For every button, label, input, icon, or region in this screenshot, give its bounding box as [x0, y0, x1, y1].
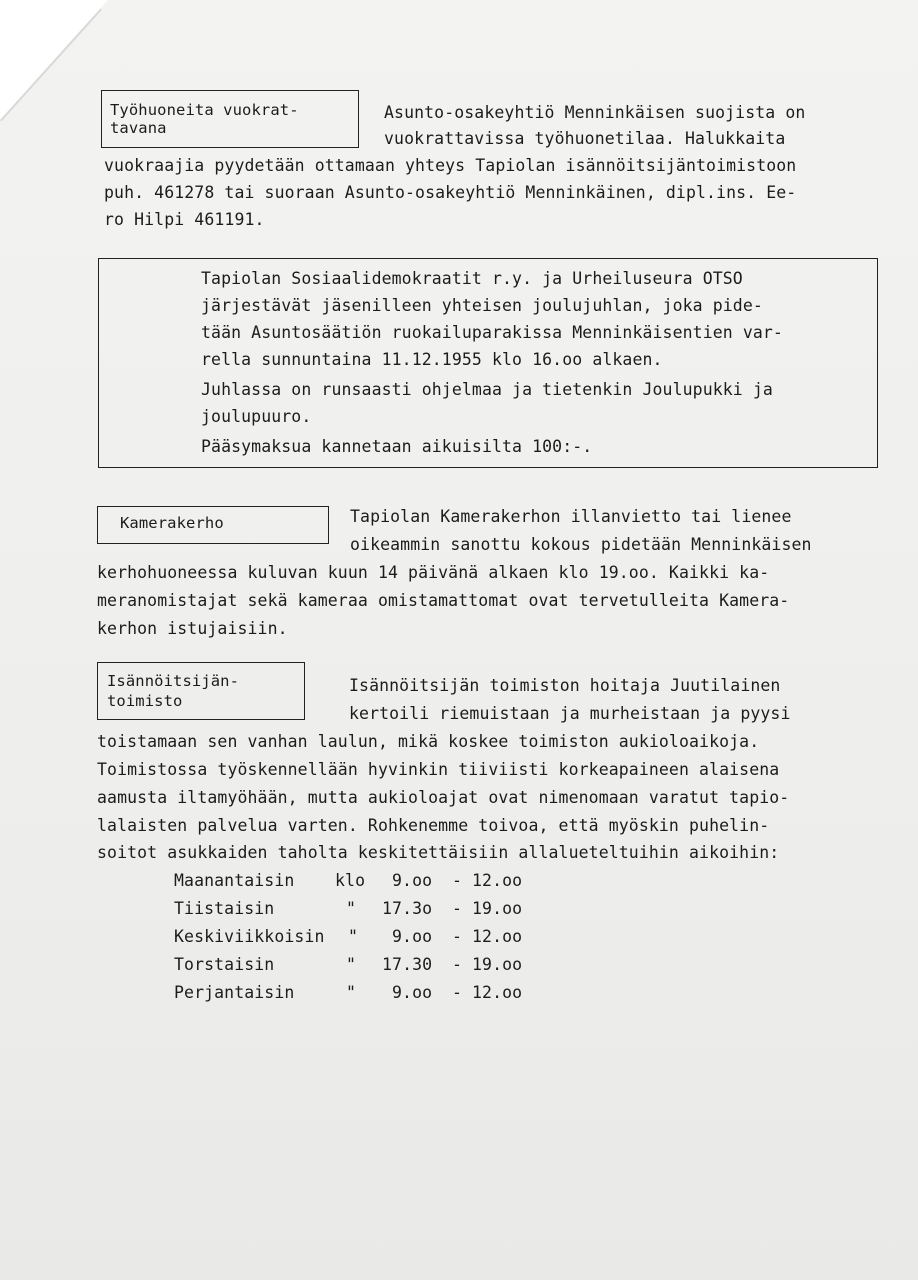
notice2-line-7: Pääsymaksua kannetaan aikuisilta 100:-.	[201, 437, 593, 456]
notice1-line-3: vuokraajia pyydetään ottamaan yhteys Tapiolan isännöitsijäntoimistoon	[104, 156, 797, 175]
notice3-line-1: Tapiolan Kamerakerhon illanvietto tai lienee	[350, 507, 792, 526]
notice4-line-4: Toimistossa työskennellään hyvinkin tiiviisti korkeapaineen alaisena	[97, 760, 780, 779]
notice3-line-3: kerhohuoneessa kuluvan kuun 14 päivänä alkaen klo 19.oo. Kaikki ka-	[97, 563, 770, 582]
notice4-label-box	[97, 662, 305, 720]
notice2-line-1: Tapiolan Sosiaalidemokraatit r.y. ja Urheiluseura OTSO	[201, 269, 743, 288]
notice1-line-1: Asunto-osakeyhtiö Menninkäisen suojista on	[384, 103, 806, 122]
schedule-dash: -	[452, 955, 463, 974]
schedule-end: 12.oo	[472, 871, 523, 890]
notice1-label-line-2: tavana	[110, 119, 167, 137]
schedule-sep: "	[346, 955, 357, 974]
schedule-day: Tiistaisin	[174, 899, 275, 918]
notice3-line-4: meranomistajat sekä kameraa omistamattomat ovat tervetulleita Kamera-	[97, 591, 790, 610]
notice2-line-3: tään Asuntosäätiön ruokailuparakissa Menninkäisentien var-	[201, 323, 783, 342]
notice2-line-5: Juhlassa on runsaasti ohjelmaa ja tietenkin Joulupukki ja	[201, 380, 773, 399]
schedule-day: Keskiviikkoisin	[174, 927, 325, 946]
schedule-dash: -	[452, 899, 463, 918]
notice1-line-5: ro Hilpi 461191.	[104, 210, 265, 229]
notice1-line-2: vuokrattavissa työhuonetilaa. Halukkaita	[384, 129, 786, 148]
schedule-start: 9.oo	[392, 983, 433, 1002]
notice4-line-7: soitot asukkaiden taholta keskitettäisiin allalueteltuihin aikoihin:	[97, 843, 780, 862]
notice2-line-2: järjestävät jäsenilleen yhteisen joulujuhlan, joka pide-	[201, 296, 763, 315]
notice4-label-line-2: toimisto	[107, 692, 183, 710]
schedule-dash: -	[452, 983, 463, 1002]
schedule-dash: -	[452, 871, 463, 890]
notice3-line-5: kerhon istujaisiin.	[97, 619, 288, 638]
schedule-end: 12.oo	[472, 983, 523, 1002]
schedule-sep: "	[346, 899, 357, 918]
schedule-sep: "	[346, 983, 357, 1002]
notice4-line-5: aamusta iltamyöhään, mutta aukioloajat ovat nimenomaan varatut tapio-	[97, 788, 790, 807]
notice2-line-6: joulupuuro.	[201, 407, 312, 426]
notice1-label-line-1: Työhuoneita vuokrat-	[110, 101, 299, 119]
schedule-end: 19.oo	[472, 955, 523, 974]
notice4-label-line-1: Isännöitsijän-	[107, 672, 240, 690]
schedule-start: 9.oo	[392, 871, 433, 890]
notice2-line-4: rella sunnuntaina 11.12.1955 klo 16.oo alkaen.	[201, 350, 663, 369]
schedule-start: 17.3o	[382, 899, 433, 918]
schedule-start: 9.oo	[392, 927, 433, 946]
schedule-sep: "	[348, 927, 359, 946]
schedule-start: 17.30	[382, 955, 433, 974]
schedule-end: 19.oo	[472, 899, 523, 918]
notice4-line-2: kertoili riemuistaan ja murheistaan ja pyysi	[349, 704, 791, 723]
schedule-end: 12.oo	[472, 927, 523, 946]
schedule-day: Maanantaisin	[174, 871, 295, 890]
notice4-line-1: Isännöitsijän toimiston hoitaja Juutilainen	[349, 676, 781, 695]
notice3-label: Kamerakerho	[120, 514, 224, 532]
schedule-sep: klo	[335, 871, 366, 890]
schedule-day: Perjantaisin	[174, 983, 295, 1002]
notice4-line-6: lalaisten palvelua varten. Rohkenemme toivoa, että myöskin puhelin-	[97, 816, 770, 835]
schedule-day: Torstaisin	[174, 955, 275, 974]
notice3-line-2: oikeammin sanottu kokous pidetään Menninkäisen	[350, 535, 812, 554]
schedule-dash: -	[452, 927, 463, 946]
notice1-line-4: puh. 461278 tai suoraan Asunto-osakeyhtiö Menninkäinen, dipl.ins. Ee-	[104, 183, 797, 202]
notice4-line-3: toistamaan sen vanhan laulun, mikä koskee toimiston aukioloaikoja.	[97, 732, 760, 751]
